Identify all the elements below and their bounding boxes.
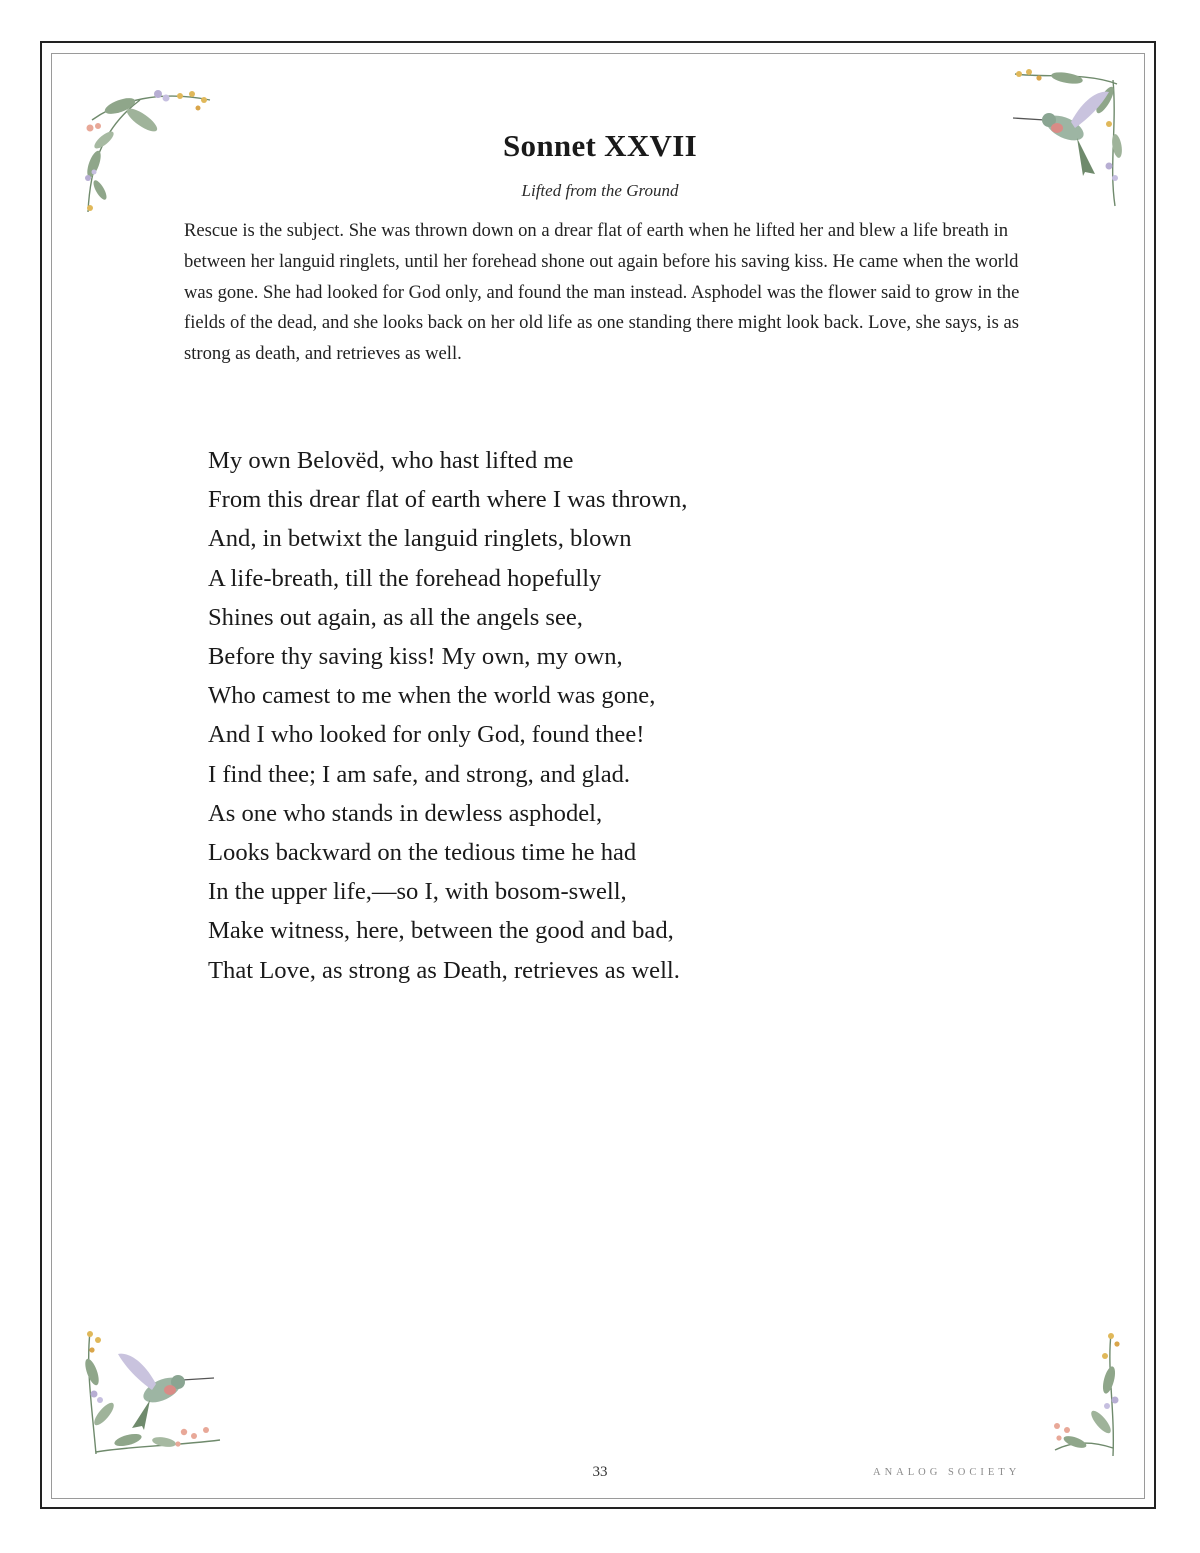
page-title: Sonnet XXVII (503, 128, 697, 163)
poem-line: I find thee; I am safe, and strong, and glad. (208, 760, 631, 788)
poem-line: Before thy saving kiss! My own, my own, (208, 643, 623, 671)
poem-line: From this drear flat of earth where I was thrown, (208, 486, 688, 514)
poem-line: My own Belovëd, who hast lifted me (208, 447, 574, 474)
poem-line: A life-breath, till the forehead hopefully (208, 564, 602, 592)
poem-line: And I who looked for only God, found thee! (208, 721, 645, 749)
page-subtitle: Lifted from the Ground (521, 181, 679, 200)
poem-line: That Love, as strong as Death, retrieves as well. (208, 956, 680, 984)
hummingbird-floral-icon (82, 1328, 222, 1460)
poem-line: And, in betwixt the languid ringlets, blown (208, 525, 632, 553)
poem-line: In the upper life,—so I, with bosom-swell, (208, 878, 627, 906)
poem-line: Looks backward on the tedious time he had (208, 839, 637, 867)
page-number: 33 (592, 1464, 608, 1480)
summary-paragraph: Rescue is the subject. She was thrown down on a drear flat of earth when he lifted her and blew a life breath in between her languid ringlets, until her forehead shone out again before his saving kiss. He came when the world was gone. She had looked for God only, and found the man instead. Asphodel was the flower said to grow in the fields of the dead, and she looks back on her old life as one standing there might look back. Love, she says, is as strong as death, and retrieves as well. (184, 220, 1020, 365)
poem-line: Shines out again, as all the angels see, (208, 603, 583, 631)
poem-line: Make witness, here, between the good and bad, (208, 917, 674, 945)
poem-body (208, 441, 968, 990)
brand-mark: ANALOG SOCIETY (873, 1467, 1021, 1478)
poem-line: Who camest to me when the world was gone, (208, 682, 656, 710)
poem-line: As one who stands in dewless asphodel, (208, 799, 603, 827)
floral-corner-icon (1045, 1330, 1125, 1460)
